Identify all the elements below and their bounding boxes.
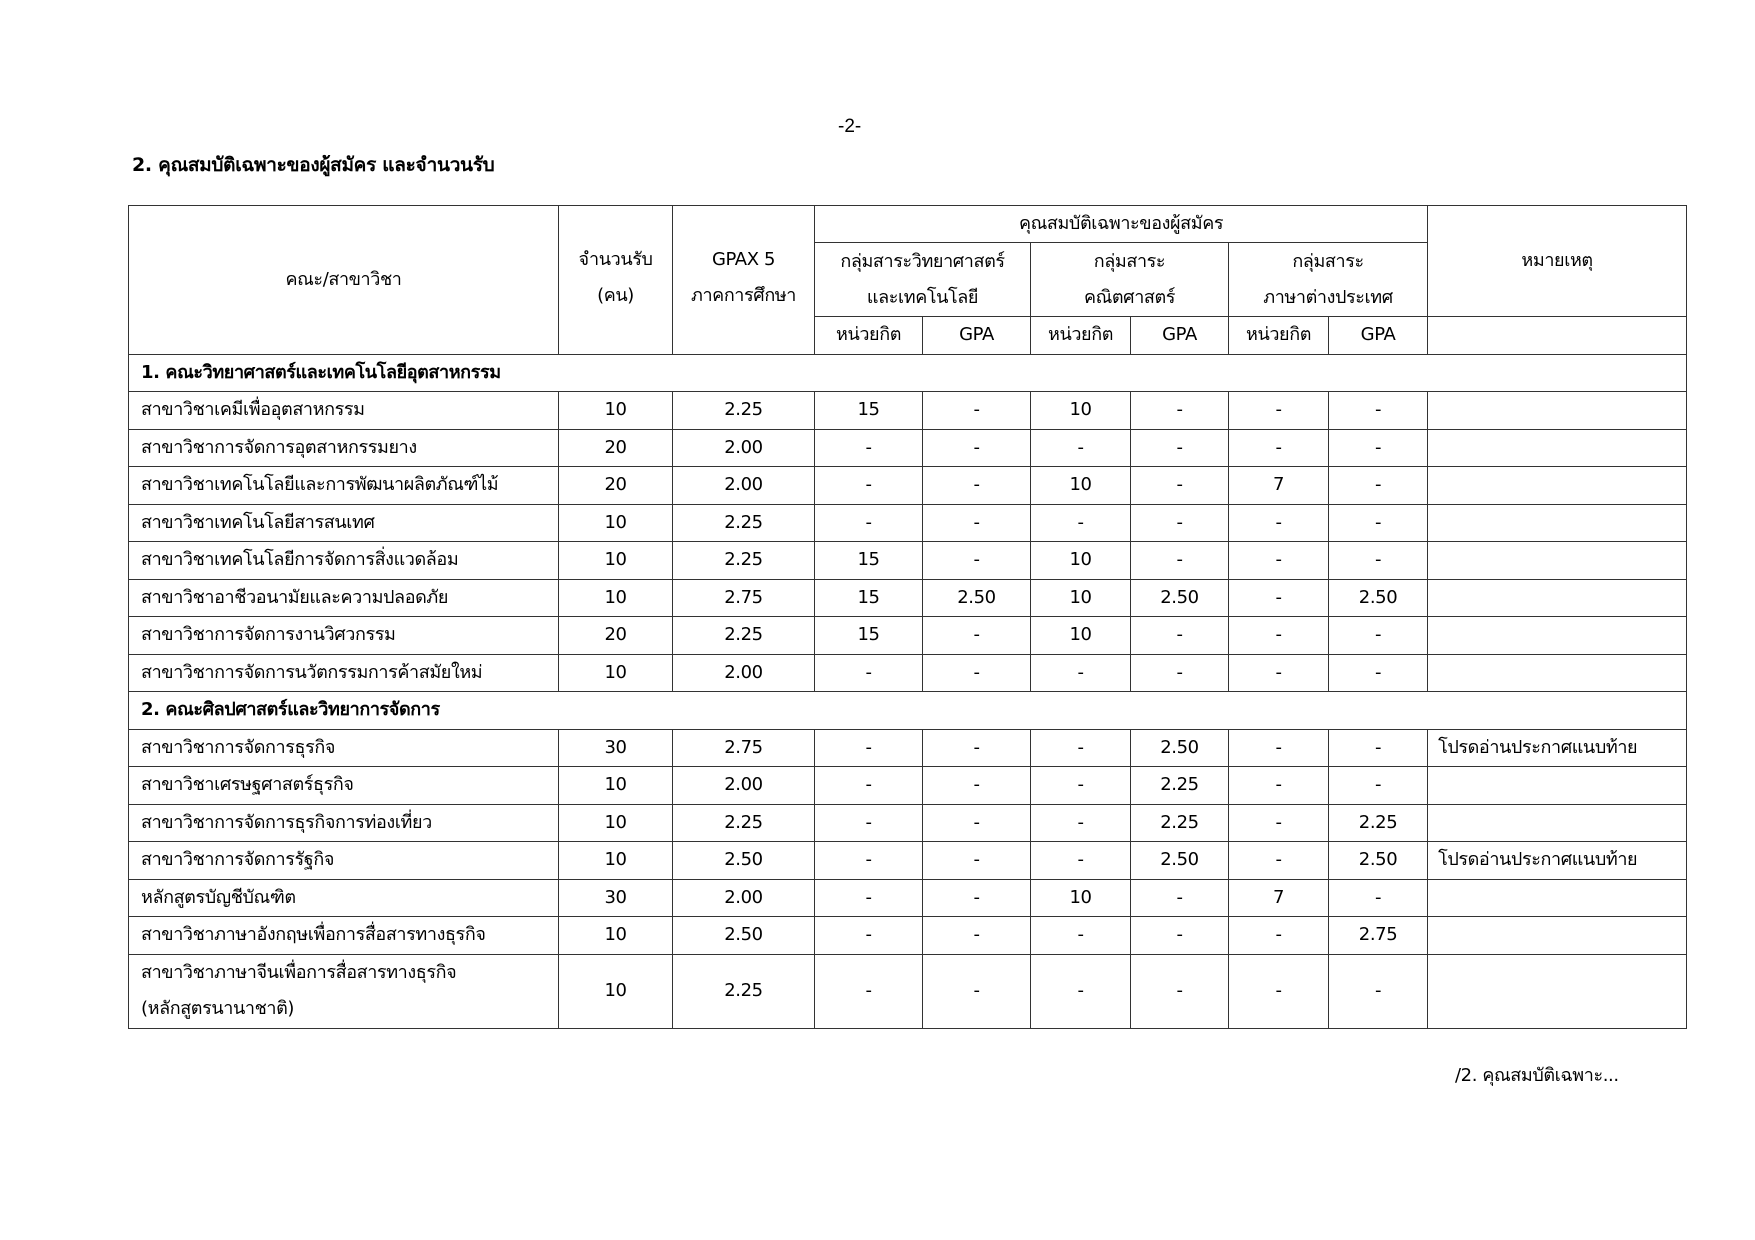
cell-lang-gpa: - [1329, 504, 1428, 542]
program-name: สาขาวิชาการจัดการงานวิศวกรรม [129, 617, 559, 655]
program-name: สาขาวิชาการจัดการนวัตกรรมการค้าสมัยใหม่ [129, 654, 559, 692]
cell-gpax: 2.25 [673, 804, 815, 842]
program-name: สาขาวิชาการจัดการธุรกิจ [129, 729, 559, 767]
cell-remark [1428, 617, 1687, 655]
cell-gpax: 2.25 [673, 954, 815, 1028]
cell-sci-gpa: - [923, 954, 1031, 1028]
cell-math-gpa: 2.50 [1131, 579, 1229, 617]
cell-math-credits: - [1031, 767, 1131, 805]
header-math-gpa: GPA [1131, 317, 1229, 355]
cell-lang-credits: - [1229, 917, 1329, 955]
header-group-lang-line1: กลุ่มสาระ [1292, 250, 1364, 272]
cell-gpax: 2.00 [673, 654, 815, 692]
cell-lang-credits: - [1229, 617, 1329, 655]
cell-math-credits: - [1031, 429, 1131, 467]
cell-sci-credits: - [815, 804, 923, 842]
cell-lang-credits: - [1229, 767, 1329, 805]
cell-sci-gpa: - [923, 654, 1031, 692]
cell-sci-gpa: - [923, 504, 1031, 542]
section-title: 2. คุณสมบัติเฉพาะของผู้สมัคร และจำนวนรับ [132, 154, 495, 176]
cell-gpax: 2.00 [673, 429, 815, 467]
cell-lang-credits: 7 [1229, 879, 1329, 917]
cell-lang-credits: - [1229, 729, 1329, 767]
table-row [129, 767, 1687, 805]
header-quota-line1: จำนวนรับ [578, 249, 653, 270]
cell-lang-gpa: 2.25 [1329, 804, 1428, 842]
header-group-math-line1: กลุ่มสาระ [1093, 250, 1166, 272]
cell-remark [1428, 804, 1687, 842]
program-name: สาขาวิชาเทคโนโลยีการจัดการสิ่งแวดล้อม [129, 542, 559, 580]
cell-sci-gpa: - [923, 542, 1031, 580]
cell-lang-gpa: - [1329, 954, 1428, 1028]
table-row [129, 467, 1687, 505]
cell-sci-credits: 15 [815, 617, 923, 655]
cell-math-gpa: 2.50 [1131, 842, 1229, 880]
cell-math-credits: 10 [1031, 879, 1131, 917]
cell-remark [1428, 579, 1687, 617]
cell-sci-credits: - [815, 842, 923, 880]
cell-remark [1428, 917, 1687, 955]
cell-gpax: 2.25 [673, 504, 815, 542]
cell-math-gpa: 2.25 [1131, 804, 1229, 842]
table-row [129, 729, 1687, 767]
cell-sci-gpa: - [923, 879, 1031, 917]
cell-math-gpa: 2.50 [1131, 729, 1229, 767]
header-gpax [673, 206, 815, 355]
program-name: สาขาวิชาเทคโนโลยีสารสนเทศ [129, 504, 559, 542]
cell-quota: 10 [559, 917, 673, 955]
cell-remark [1428, 954, 1687, 1028]
page-number: -2- [838, 116, 862, 137]
header-qualifications: คุณสมบัติเฉพาะของผู้สมัคร [815, 206, 1428, 243]
cell-remark [1428, 392, 1687, 430]
cell-sci-credits: - [815, 729, 923, 767]
cell-remark: โปรดอ่านประกาศแนบท้าย [1428, 842, 1687, 880]
footer-continuation-note: /2. คุณสมบัติเฉพาะ... [1455, 1065, 1619, 1086]
cell-lang-credits: - [1229, 842, 1329, 880]
cell-math-gpa: - [1131, 542, 1229, 580]
header-remark-blank [1428, 317, 1687, 355]
cell-remark [1428, 654, 1687, 692]
program-name [129, 954, 559, 1028]
cell-sci-credits: - [815, 504, 923, 542]
cell-remark [1428, 767, 1687, 805]
cell-quota: 10 [559, 954, 673, 1028]
header-sci-credits: หน่วยกิต [815, 317, 923, 355]
cell-math-gpa: - [1131, 392, 1229, 430]
cell-math-credits: - [1031, 917, 1131, 955]
cell-math-gpa: - [1131, 917, 1229, 955]
cell-lang-credits: - [1229, 542, 1329, 580]
cell-gpax: 2.25 [673, 392, 815, 430]
cell-sci-gpa: - [923, 729, 1031, 767]
program-name: หลักสูตรบัญชีบัณฑิต [129, 879, 559, 917]
cell-lang-credits: - [1229, 654, 1329, 692]
cell-sci-gpa: - [923, 467, 1031, 505]
cell-sci-credits: - [815, 429, 923, 467]
cell-lang-gpa: - [1329, 392, 1428, 430]
cell-lang-gpa: - [1329, 879, 1428, 917]
cell-remark [1428, 542, 1687, 580]
header-lang-credits: หน่วยกิต [1229, 317, 1329, 355]
program-name: สาขาวิชาการจัดการธุรกิจการท่องเที่ยว [129, 804, 559, 842]
cell-sci-gpa: - [923, 617, 1031, 655]
header-gpax-line1: GPAX 5 [711, 249, 776, 270]
cell-lang-credits: - [1229, 804, 1329, 842]
cell-lang-gpa: - [1329, 654, 1428, 692]
table-row [129, 504, 1687, 542]
cell-remark: โปรดอ่านประกาศแนบท้าย [1428, 729, 1687, 767]
cell-quota: 20 [559, 467, 673, 505]
cell-quota: 30 [559, 729, 673, 767]
cell-math-gpa: 2.25 [1131, 767, 1229, 805]
cell-math-credits: - [1031, 504, 1131, 542]
cell-math-credits: - [1031, 804, 1131, 842]
cell-math-gpa: - [1131, 954, 1229, 1028]
cell-math-credits: - [1031, 729, 1131, 767]
cell-sci-credits: - [815, 879, 923, 917]
cell-math-credits: - [1031, 654, 1131, 692]
cell-sci-credits: 15 [815, 579, 923, 617]
cell-quota: 20 [559, 429, 673, 467]
cell-math-credits: 10 [1031, 392, 1131, 430]
cell-math-gpa: - [1131, 617, 1229, 655]
header-lang-gpa: GPA [1329, 317, 1428, 355]
cell-math-gpa: - [1131, 504, 1229, 542]
cell-gpax: 2.75 [673, 579, 815, 617]
cell-sci-gpa: - [923, 392, 1031, 430]
cell-sci-credits: 15 [815, 392, 923, 430]
cell-quota: 10 [559, 804, 673, 842]
cell-quota: 10 [559, 392, 673, 430]
cell-lang-credits: 7 [1229, 467, 1329, 505]
cell-quota: 10 [559, 654, 673, 692]
program-name: สาขาวิชาอาชีวอนามัยและความปลอดภัย [129, 579, 559, 617]
cell-gpax: 2.25 [673, 617, 815, 655]
cell-lang-gpa: - [1329, 467, 1428, 505]
table-row [129, 542, 1687, 580]
table-row [129, 617, 1687, 655]
header-quota-line2: (คน) [597, 285, 634, 306]
program-name-line1: สาขาวิชาภาษาจีนเพื่อการสื่อสารทางธุรกิจ [141, 962, 457, 983]
table-row [129, 654, 1687, 692]
cell-quota: 10 [559, 504, 673, 542]
cell-quota: 10 [559, 579, 673, 617]
cell-sci-credits: - [815, 467, 923, 505]
header-gpax-line2: ภาคการศึกษา [691, 285, 796, 306]
header-program [129, 206, 559, 355]
faculty-name: 1. คณะวิทยาศาสตร์และเทคโนโลยีอุตสาหกรรม [129, 354, 1687, 392]
qualifications-table [128, 205, 1687, 1029]
header-group-lang-line2: ภาษาต่างประเทศ [1263, 286, 1393, 308]
cell-sci-gpa: - [923, 767, 1031, 805]
header-group-science [815, 243, 1031, 317]
cell-lang-credits: - [1229, 392, 1329, 430]
cell-math-gpa: - [1131, 467, 1229, 505]
table-row [129, 579, 1687, 617]
header-group-science-line1: กลุ่มสาระวิทยาศาสตร์ [840, 250, 1005, 272]
program-name: สาขาวิชาการจัดการอุตสาหกรรมยาง [129, 429, 559, 467]
table-row [129, 954, 1687, 1028]
cell-remark [1428, 879, 1687, 917]
cell-quota: 10 [559, 542, 673, 580]
cell-sci-credits: 15 [815, 542, 923, 580]
cell-math-gpa: - [1131, 879, 1229, 917]
cell-sci-credits: - [815, 954, 923, 1028]
faculty-name: 2. คณะศิลปศาสตร์และวิทยาการจัดการ [129, 692, 1687, 730]
table-row [129, 879, 1687, 917]
cell-lang-gpa: - [1329, 542, 1428, 580]
cell-sci-credits: - [815, 917, 923, 955]
cell-sci-gpa: - [923, 429, 1031, 467]
faculty-row [129, 354, 1687, 392]
cell-gpax: 2.50 [673, 842, 815, 880]
header-group-math-line2: คณิตศาสตร์ [1083, 286, 1176, 308]
cell-sci-gpa: - [923, 842, 1031, 880]
cell-gpax: 2.00 [673, 767, 815, 805]
cell-sci-gpa: - [923, 804, 1031, 842]
cell-lang-gpa: - [1329, 617, 1428, 655]
cell-sci-gpa: 2.50 [923, 579, 1031, 617]
cell-lang-gpa: - [1329, 729, 1428, 767]
program-name: สาขาวิชาเศรษฐศาสตร์ธุรกิจ [129, 767, 559, 805]
faculty-row [129, 692, 1687, 730]
cell-quota: 20 [559, 617, 673, 655]
cell-gpax: 2.00 [673, 879, 815, 917]
cell-math-credits: 10 [1031, 617, 1131, 655]
cell-lang-gpa: - [1329, 767, 1428, 805]
cell-math-credits: 10 [1031, 542, 1131, 580]
table-row [129, 392, 1687, 430]
cell-gpax: 2.50 [673, 917, 815, 955]
cell-sci-credits: - [815, 654, 923, 692]
header-math-credits: หน่วยกิต [1031, 317, 1131, 355]
header-remark: หมายเหตุ [1428, 206, 1687, 317]
cell-remark [1428, 504, 1687, 542]
cell-remark [1428, 467, 1687, 505]
cell-math-credits: - [1031, 842, 1131, 880]
cell-sci-gpa: - [923, 917, 1031, 955]
table-row [129, 917, 1687, 955]
header-sci-gpa: GPA [923, 317, 1031, 355]
table-row [129, 842, 1687, 880]
cell-sci-credits: - [815, 767, 923, 805]
cell-lang-gpa: - [1329, 429, 1428, 467]
program-name: สาขาวิชาเทคโนโลยีและการพัฒนาผลิตภัณฑ์ไม้ [129, 467, 559, 505]
cell-quota: 30 [559, 879, 673, 917]
cell-lang-credits: - [1229, 579, 1329, 617]
cell-lang-gpa: 2.50 [1329, 579, 1428, 617]
program-name-line2: (หลักสูตรนานาชาติ) [141, 998, 295, 1019]
program-name: สาขาวิชาการจัดการรัฐกิจ [129, 842, 559, 880]
table-row [129, 429, 1687, 467]
cell-quota: 10 [559, 767, 673, 805]
header-group-math [1031, 243, 1229, 317]
header-group-science-line2: และเทคโนโลยี [866, 286, 979, 308]
cell-lang-gpa: 2.75 [1329, 917, 1428, 955]
program-name: สาขาวิชาเคมีเพื่ออุตสาหกรรม [129, 392, 559, 430]
cell-math-credits: 10 [1031, 467, 1131, 505]
header-program-label: คณะ/สาขาวิชา [285, 268, 402, 290]
cell-gpax: 2.75 [673, 729, 815, 767]
header-group-lang [1229, 243, 1428, 317]
cell-remark [1428, 429, 1687, 467]
table-body [129, 354, 1687, 1028]
header-quota [559, 206, 673, 355]
cell-math-gpa: - [1131, 654, 1229, 692]
cell-quota: 10 [559, 842, 673, 880]
cell-math-credits: 10 [1031, 579, 1131, 617]
cell-lang-credits: - [1229, 954, 1329, 1028]
program-name: สาขาวิชาภาษาอังกฤษเพื่อการสื่อสารทางธุรกิจ [129, 917, 559, 955]
cell-lang-credits: - [1229, 504, 1329, 542]
cell-gpax: 2.25 [673, 542, 815, 580]
cell-math-gpa: - [1131, 429, 1229, 467]
cell-math-credits: - [1031, 954, 1131, 1028]
cell-lang-gpa: 2.50 [1329, 842, 1428, 880]
cell-gpax: 2.00 [673, 467, 815, 505]
cell-lang-credits: - [1229, 429, 1329, 467]
table-row [129, 804, 1687, 842]
